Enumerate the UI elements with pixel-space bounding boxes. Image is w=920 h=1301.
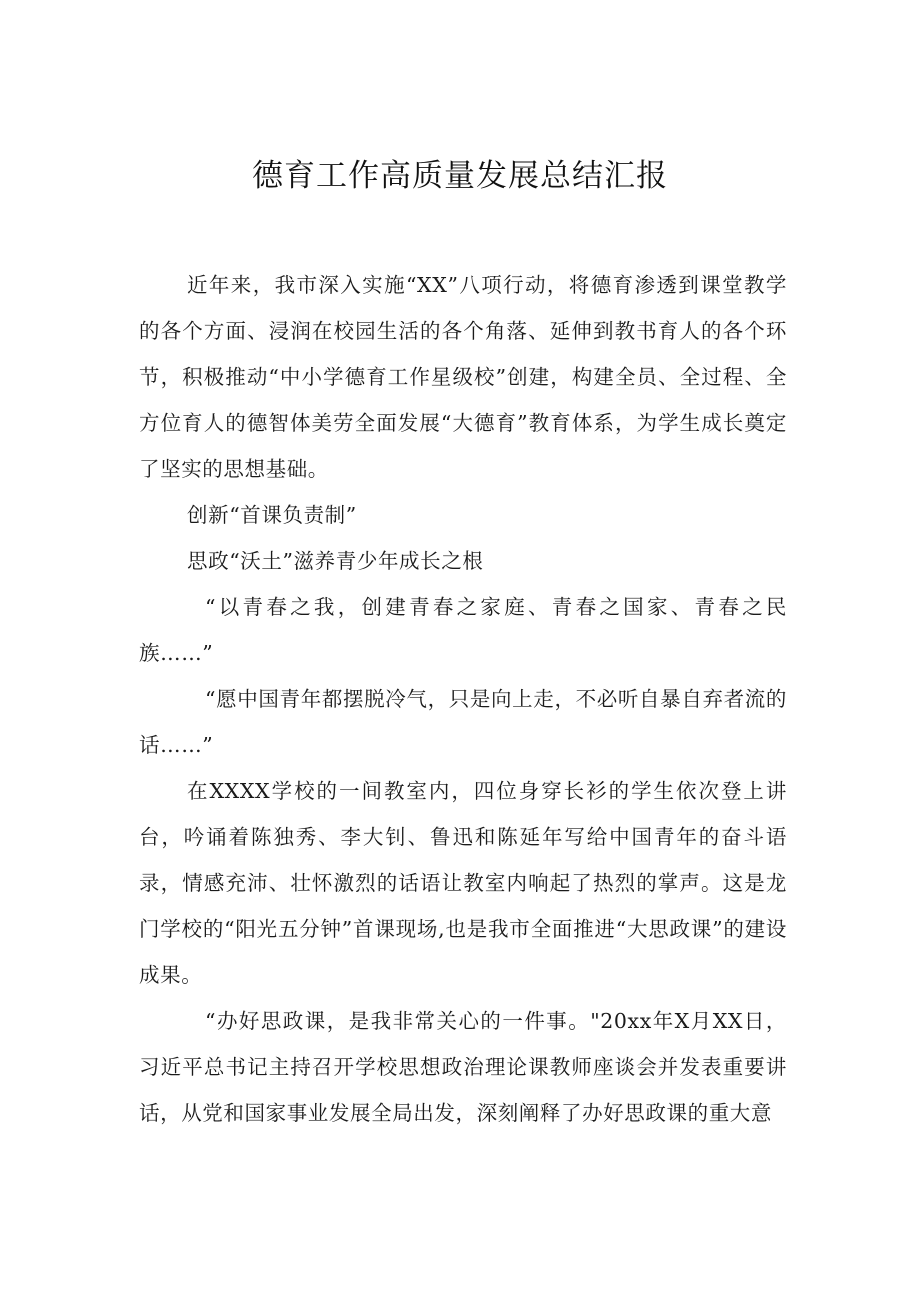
paragraph-quote-youth: “以青春之我，创建青春之家庭、青春之国家、青春之民族……” bbox=[139, 595, 787, 665]
paragraph-ideology-course: “办好思政课，是我非常关心的一件事。"20xx年X月XX日，习近平总书记主持召开学校思想政治理论课教师座谈会并发表重要讲话，从党和国家事业发展全局出发，深刻阐释了办好思政课的重大意 bbox=[139, 1009, 787, 1125]
document-title: 德育工作高质量发展总结汇报 bbox=[252, 158, 668, 194]
section-subheading-ideology: 思政“沃土”滋养青少年成长之根 bbox=[187, 549, 484, 573]
paragraph-classroom-scene: 在XXXX学校的一间教室内，四位身穿长衫的学生依次登上讲台，吟诵着陈独秀、李大钊、鲁迅和陈延年写给中国青年的奋斗语录，情感充沛、壮怀激烈的话语让教室内响起了热烈的掌声。这是龙门学校的“阳光五分钟”首课现场,也是我市全面推进“大思政课”的建设成果。 bbox=[139, 779, 787, 987]
paragraph-intro: 近年来，我市深入实施“XX”八项行动，将德育渗透到课堂教学的各个方面、浸润在校园生活的各个角落、延伸到教书育人的各个环节，积极推动“中小学德育工作星级校”创建，构建全员、全过程、全方位育人的德智体美劳全面发展“大德育”教育体系，为学生成长奠定了坚实的思想基础。 bbox=[139, 273, 787, 481]
section-heading-first-class: 创新“首课负责制” bbox=[187, 503, 357, 527]
document-body bbox=[139, 262, 787, 1136]
paragraph-quote-lu-xun: “愿中国青年都摆脱冷气，只是向上走，不必听自暴自弃者流的话……” bbox=[139, 687, 787, 757]
